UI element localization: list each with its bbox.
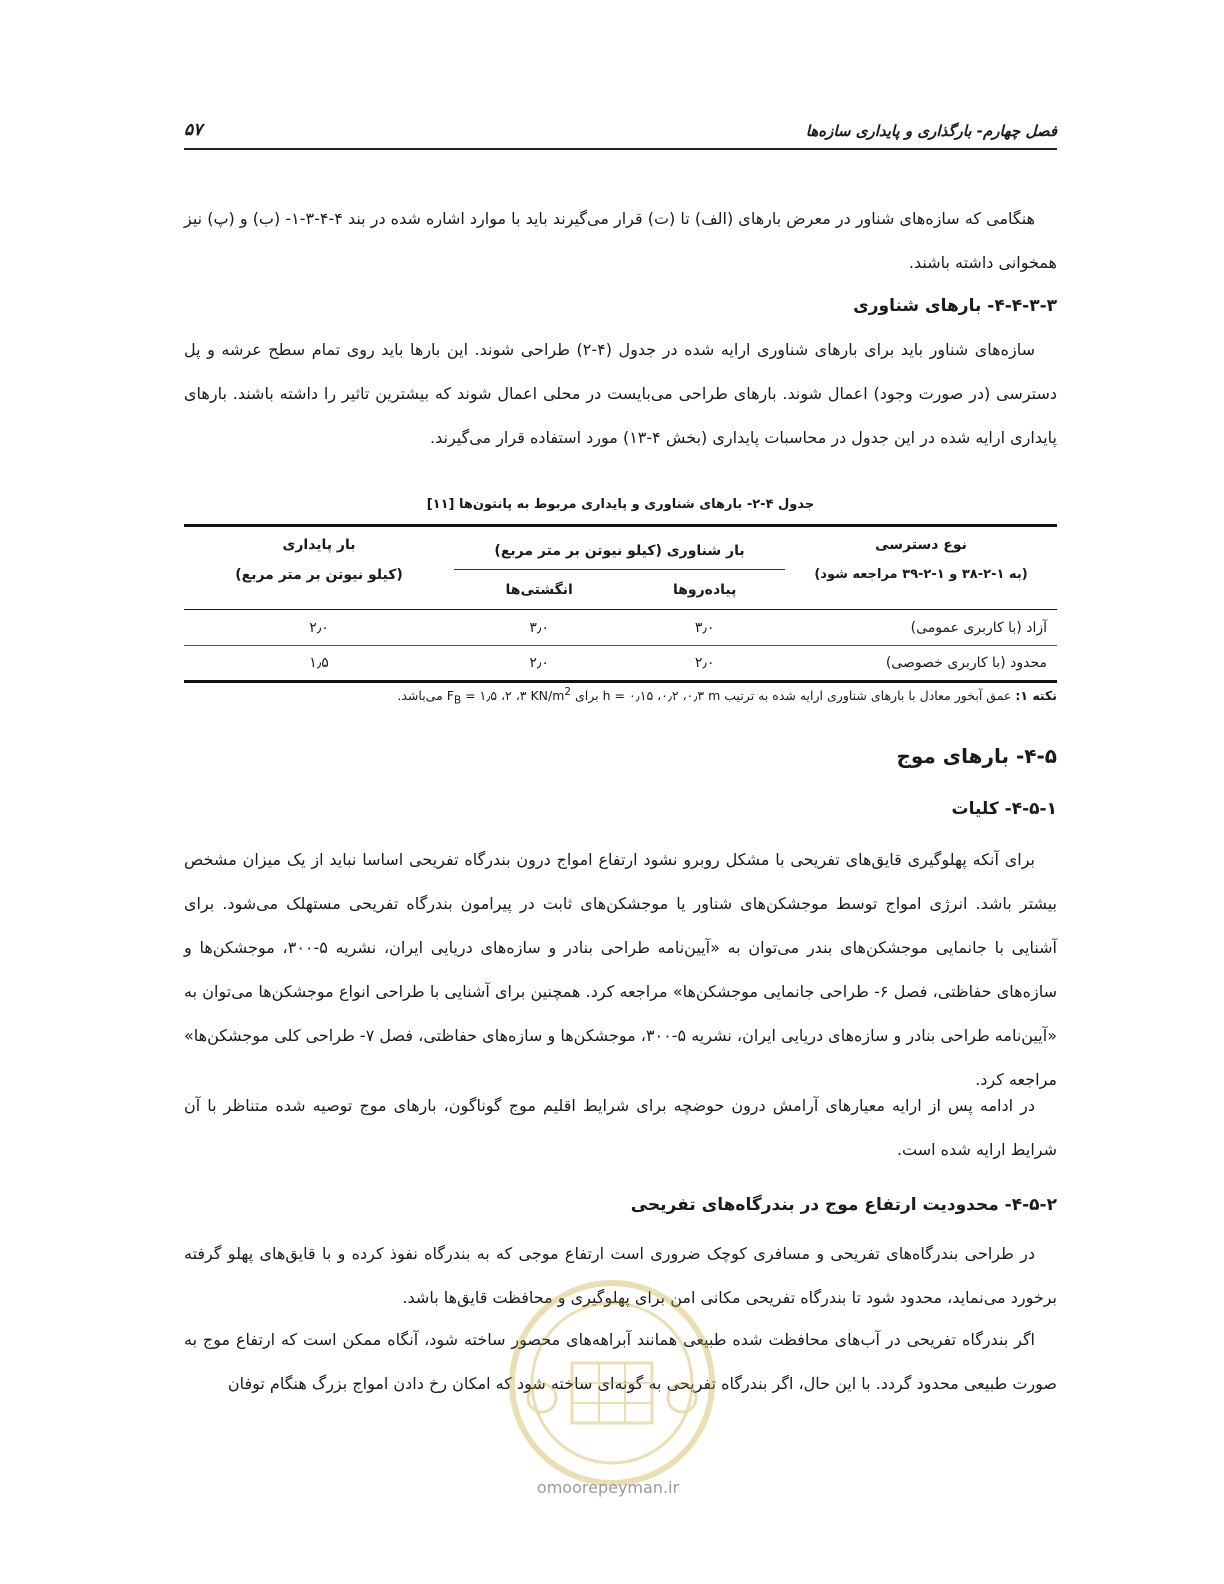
general-paragraph-2: در ادامه پس از ارایه معیارهای آرامش درون حوضچه برای شرایط اقلیم موج گوناگون، بارهای موج توصیه شده متناظر با آن شرایط ارایه شده است. [184,1096,1057,1159]
cell-fingers: ۳٫۰ [529,619,549,636]
note-text: عمق آبخور معادل با بارهای شناوری ارایه شده به ترتیب h = ۰٫۱۵ ،۰٫۲ ،۰٫۳ m برای F [446,688,1012,704]
header-stability-sub: (کیلو نیوتن بر متر مربع) [235,567,403,583]
note-sub: B [453,694,462,707]
section-heading-4-5-1: ۴-۵-۱- کلیات [951,799,1057,819]
watermark-seal-icon [497,1268,727,1498]
note-label: نکته ۱: [1015,688,1057,704]
loads-table [184,524,1057,683]
page-header [184,118,1057,150]
cell-access: محدود (با کاربری خصوصی) [885,655,1047,671]
header-stability-label: بار پایداری [282,537,356,553]
floating-loads-paragraph-block [184,328,1057,460]
cell-access: آزاد (با کاربری عمومی) [910,619,1047,636]
header-stability [184,526,454,610]
header-access-sub: (به ۱-۲-۳۸ و ۱-۲-۳۹ مراجعه شود) [814,567,1028,582]
watermark-site: omoorepeyman.ir [536,1478,680,1497]
header-walkways: پیاده‌روها [624,570,785,610]
section-heading-4-4-3-3-block [184,296,1057,316]
header-fingers: انگشتی‌ها [454,570,624,610]
general-paragraph-1-block [184,838,1057,1102]
general-paragraph-2-block [184,1084,1057,1172]
section-heading-4-5-2-block [184,1195,1057,1215]
section-heading-4-4-3-3: ۴-۴-۳-۳- بارهای شناوری [853,296,1057,316]
section-heading-4-5: ۴-۵- بارهای موج [896,744,1057,768]
cell-walkways: ۲٫۰ [694,655,715,671]
wave-limit-paragraph-1: در طراحی بندرگاه‌های تفریحی و مسافری کوچک ضروری است ارتفاع موجی که به بندرگاه نفوذ کرده و با قایق‌های پهلو گرفته برخورد می‌نماید، محدود شود تا بندرگاه تفریحی مکانی امن برای پهلوگیری و محافظت قایق‌ها باشد. [184,1244,1057,1307]
section-heading-4-5-block [184,744,1057,768]
header-float: بار شناوری (کیلو نیوتن بر متر مربع) [494,542,745,559]
section-heading-4-5-2: ۴-۵-۲- محدودیت ارتفاع موج در بندرگاه‌های تفریحی [630,1195,1057,1215]
intro-paragraph: هنگامی که سازه‌های شناور در معرض بارهای (الف) تا (ت) قرار می‌گیرند باید با موارد اشاره شده در بند ۴-۴-۳-۱- (ب) و (پ) نیز همخوانی داشته باشند. [184,209,1057,272]
note-text-2: = ۱٫۵ ،۲ ،۳ KN/m [461,688,565,704]
cell-stability: ۲٫۰ [309,619,329,636]
table-note [184,686,1057,707]
table-caption: جدول ۴-۲- بارهای شناوری و پایداری مربوط به پانتون‌ها [۱۱] [426,497,815,512]
floating-loads-paragraph: سازه‌های شناور باید برای بارهای شناوری ارایه شده در جدول (۴-۲) طراحی شوند. این بارها باید روی تمام سطح عرشه و پل دسترسی (در صورت وجود) اعمال شوند. بارهای طراحی می‌بایست در محلی اعمال شوند که بیشترین تاثیر را داشته باشند. بارهای پایداری ارایه شده در این جدول در محاسبات پایداری (بخش ۴-۱۳) مورد استفاده قرار می‌گیرند. [184,340,1057,447]
cell-stability: ۱٫۵ [309,655,329,671]
intro-paragraph-block [184,197,1057,285]
wave-limit-paragraph-2: اگر بندرگاه تفریحی در آب‌های محافظت شده طبیعی همانند آبراهه‌های محصور ساخته شود، آنگاه ممکن است که ارتفاع موج به صورت طبیعی محدود گردد. با این حال، اگر بندرگاه تفریحی به گونه‌ای ساخته شود که امکان رخ دادن امواج بزرگ هنگام توفان [184,1330,1057,1393]
header-access [785,526,1057,610]
table-row [184,646,1057,682]
section-heading-4-5-1-block [184,799,1057,819]
page-number: ۵۷ [184,120,203,140]
cell-walkways: ۳٫۰ [694,619,715,636]
general-paragraph-1: برای آنکه پهلوگیری قایق‌های تفریحی با مشکل روبرو نشود ارتفاع امواج درون بندرگاه تفریحی اساسا نباید از یک میزان مشخص بیشتر باشد. انرژی امواج توسط موجشکن‌های شناور یا موجشکن‌های ثابت در پیرامون بندرگاه تفریحی مستهلک می‌شود. برای آشنایی با جانمایی موجشکن‌های بندر می‌توان به «آیین‌نامه طراحی بنادر و سازه‌های دریایی ایران، نشریه ۵-۳۰۰، موجشکن‌ها و سازه‌های حفاظتی، فصل ۶- طراحی جانمایی موجشکن‌ها» مراجعه کرد. همچنین برای آشنایی با طراحی انواع موجشکن‌ها می‌توان به «آیین‌نامه طراحی بنادر و سازه‌های دریایی ایران، نشریه ۵-۳۰۰، موجشکن‌ها و سازه‌های حفاظتی، فصل ۷- طراحی کلی موجشکن‌ها» مراجعه کرد. [184,850,1058,1089]
header-access-label: نوع دسترسی [875,537,967,553]
note-text-3: می‌باشد. [397,688,447,704]
chapter-title: فصل چهارم- بارگذاری و پایداری سازه‌ها [805,122,1057,140]
cell-fingers: ۲٫۰ [529,655,549,671]
table-row [184,610,1057,646]
note-sup: 2 [564,686,572,698]
